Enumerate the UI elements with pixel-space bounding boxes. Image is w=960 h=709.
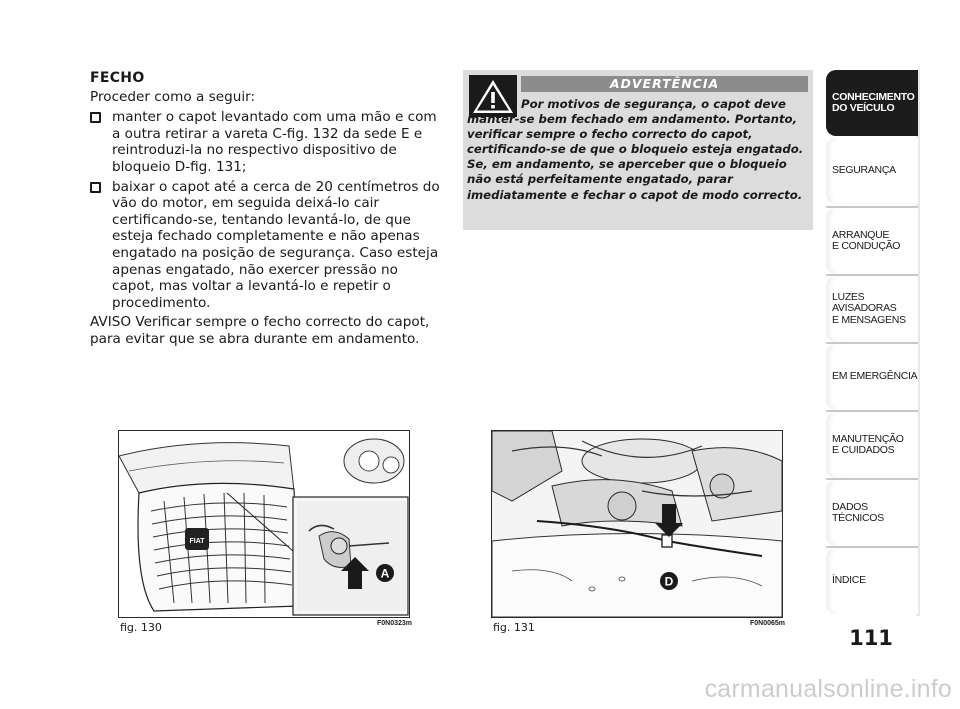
- figure-130-image: [118, 430, 410, 618]
- figure-caption: fig. 130: [120, 621, 162, 634]
- section-title: FECHO: [90, 70, 145, 86]
- tab-conhecimento-do-veiculo[interactable]: CONHECIMENTO DO VEÍCULO: [826, 70, 918, 136]
- page-number: 111: [849, 626, 893, 650]
- figure-caption: fig. 131: [493, 621, 535, 634]
- list-item: [90, 179, 442, 312]
- marker-label: D: [664, 574, 674, 589]
- figure-code: F0N0323m: [377, 620, 413, 627]
- tab-em-emergencia[interactable]: EM EMERGÊNCIA: [826, 344, 918, 410]
- checkbox-bullet-icon: [90, 182, 101, 193]
- figure-code: F0N0065m: [750, 620, 786, 627]
- tab-manutencao-e-cuidados[interactable]: MANUTENÇÃO E CUIDADOS: [826, 412, 918, 478]
- figure-131-image: [491, 430, 783, 618]
- tab-luzes-avisadoras[interactable]: LUZES AVISADORAS E MENSAGENS: [826, 276, 918, 342]
- tab-dados-tecnicos[interactable]: DADOS TÉCNICOS: [826, 480, 918, 546]
- checkbox-bullet-icon: [90, 112, 101, 123]
- text-column: [90, 70, 442, 348]
- warning-heading: ADVERTÊNCIA: [521, 76, 808, 92]
- tab-arranque-e-conducao[interactable]: ARRANQUE E CONDUÇÃO: [826, 208, 918, 274]
- watermark: carmanualsonline.info: [704, 675, 952, 703]
- list-item: [90, 109, 442, 175]
- marker-label: A: [380, 566, 390, 581]
- intro-text: Proceder como a seguir:: [90, 88, 256, 105]
- warning-box: [463, 70, 813, 230]
- tab-indice[interactable]: ÍNDICE: [826, 548, 918, 614]
- list-item-text: baixar o capot até a cerca de 20 centímetros do vão do motor, em seguida deixá-lo cair certificando-se, tentando levantá-lo, de que esteja fechado completamente e não apenas engatado na posição de segurança. Caso esteja apenas engatado, não exercer pressão no capot, mas voltar a levantá-lo e repetir o procedimento.: [112, 178, 440, 311]
- aviso-note: AVISO Verificar sempre o fecho correcto do capot, para evitar que se abra durante em andamento.: [90, 314, 430, 347]
- tab-seguranca[interactable]: SEGURANÇA: [826, 138, 918, 204]
- fiat-badge: FIAT: [189, 538, 205, 545]
- warning-text: Por motivos de segurança, o capot deve manter-se bem fechado em andamento. Portanto, verificar sempre o fecho correcto do capot, certificando-se de que o bloqueio esteja engatado. Se, em andamento, se aperceber que o bloqueio não está perfeitamente engatado, parar imediatamente e fechar o capot de modo correcto.: [467, 97, 804, 202]
- list-item-text: manter o capot levantado com uma mão e com a outra retirar a vareta C-fig. 132 da sede E e reintroduzi-la no respectivo dispositivo de bloqueio D-fig. 131;: [112, 109, 437, 175]
